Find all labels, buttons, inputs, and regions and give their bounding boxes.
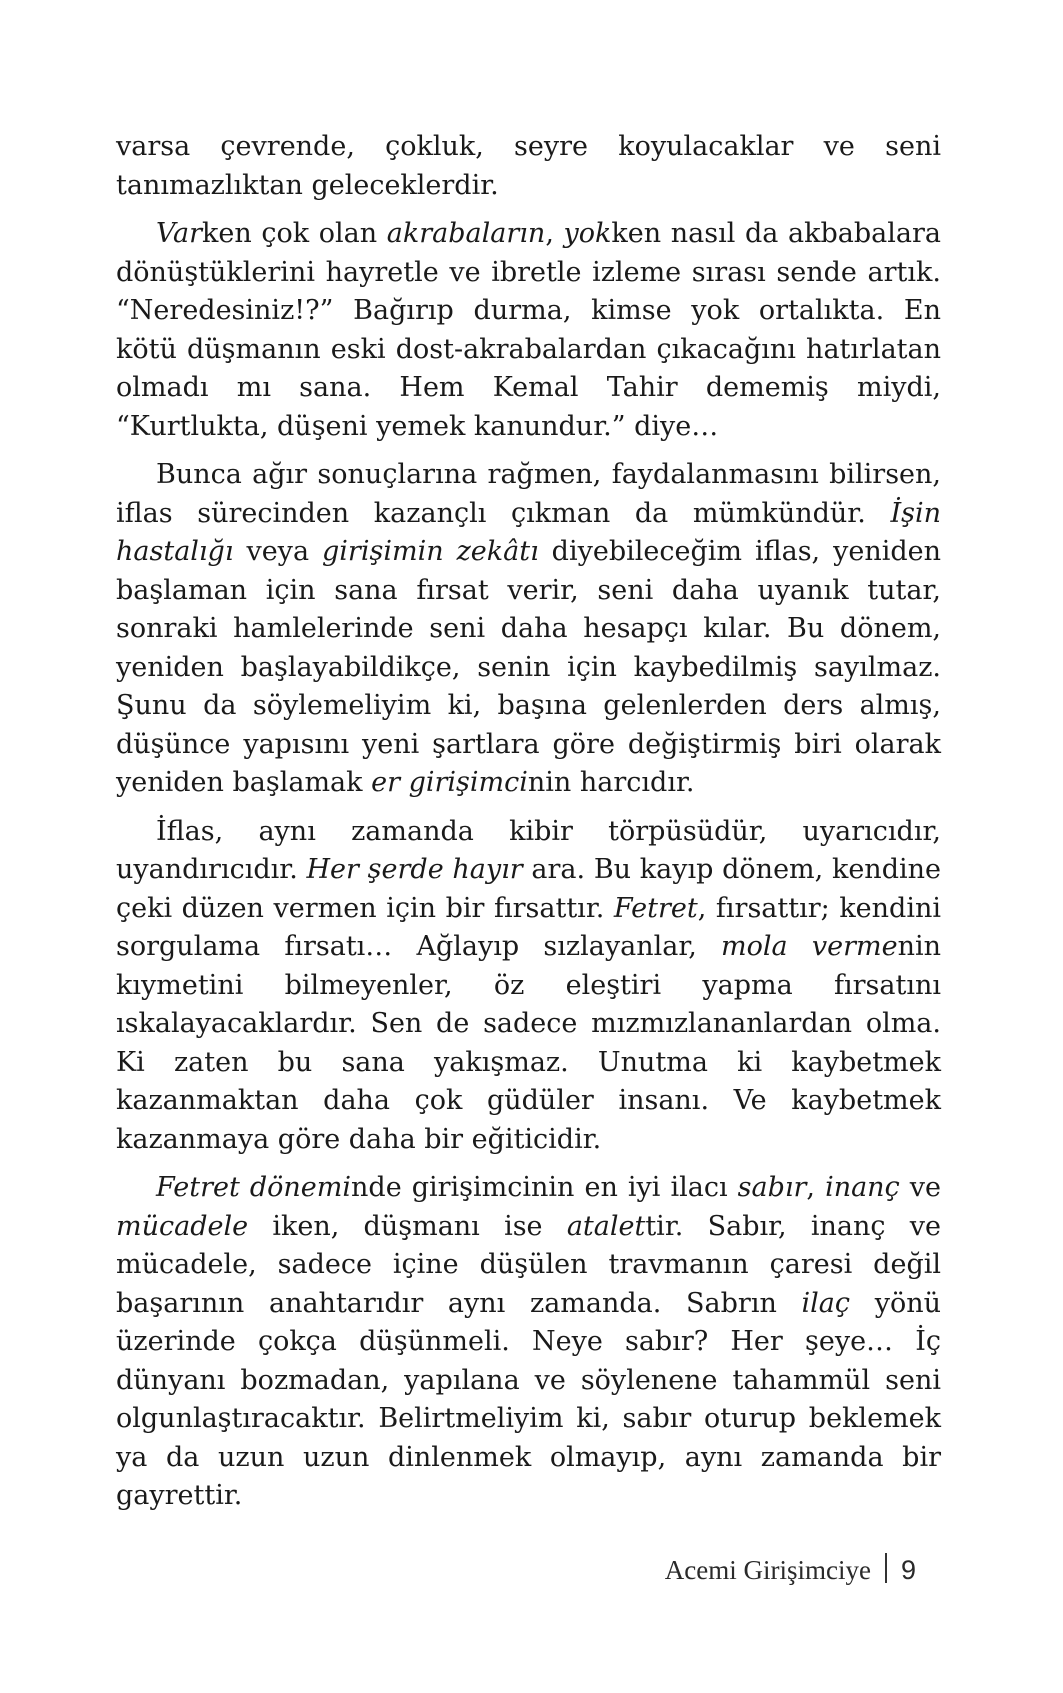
italic-text: atalet [566, 1210, 646, 1242]
paragraph-2 [116, 215, 941, 446]
italic-text: akrabaların [386, 218, 546, 249]
text-run: yönü üzerinde çokça düşünmeli. Neye sabır? Her şeye… İç dünyanı bozmadan, yapılana ve söylenene tahammül seni olgunlaştıracaktır. Belirtmeliyim ki, sabır oturup beklemek ya da uzun uzun dinlenmek olmayıp, aynı zamanda bir gayrettir. [116, 1287, 941, 1511]
text-run: ken çok olan [202, 218, 387, 249]
text-run: İflas, aynı zamanda kibir törpüsüdür, uyarıcıdır, uyandırıcıdır. [116, 815, 941, 885]
text-run: , [545, 218, 564, 249]
italic-text: ilaç [801, 1287, 851, 1319]
paragraph-1 [116, 128, 941, 205]
text-run: varsa çevrende, çokluk, seyre koyulacaklar ve seni tanımazlıktan geleceklerdir. [116, 131, 941, 201]
footer-divider [885, 1553, 887, 1583]
italic-text: mücadele [116, 1210, 249, 1242]
italic-text: er girişimci [371, 767, 528, 798]
text-run: diyebileceğim iflas, yeniden başlaman için sana fırsat verir, seni daha uyanık tutar, sonraki hamlelerinde seni daha hesapçı kılar. Bu dönem, yeniden başlayabildikçe, senin için kaybedilmiş sayılmaz. Şunu da söylemeliyim ki, başına gelenlerden ders almış, düşünce yapısını yeni şartlara göre değiştirmiş biri olarak yeniden başlamak [116, 536, 942, 798]
italic-text: sabır [737, 1172, 807, 1203]
running-title: Acemi Girişimciye [664, 1555, 871, 1585]
page-body [116, 128, 941, 1526]
text-run: , [806, 1172, 826, 1203]
text-run: nin kıymetini bilmeyenler, öz eleştiri yapma fırsatını ıskalayacaklardır. Sen de sadece mızmızlananlardan olma. Ki zaten bu sana yakışmaz. Unutma ki kaybetmek kazanmaktan daha çok güdüler insanı. Ve kaybetmek kazanmaya göre daha bir eğiticidir. [116, 931, 941, 1155]
text-run: Bunca ağır sonuçlarına rağmen, faydalanmasını bilirsen, iflas sürecinden kazançlı çıkman da mümkündür. [116, 459, 941, 529]
italic-text: Her şerde hayır [306, 854, 523, 885]
paragraph-4 [116, 813, 941, 1160]
italic-text: girişimin zekâtı [322, 536, 539, 567]
text-run: iken, düşmanı ise [248, 1210, 567, 1242]
text-run: tir. Sabır, inanç ve mücadele, sadece içine düşülen travmanın çaresi değil başarının anahtarıdır aynı zamanda. Sabrın [116, 1210, 942, 1319]
italic-text: İşin hastalığı [116, 497, 941, 567]
italic-text: mola verme [721, 931, 898, 962]
text-run: nde girişimcinin en iyi ilacı [351, 1172, 738, 1203]
italic-text: Fetret dönemi [156, 1172, 352, 1203]
italic-text: Var [156, 218, 203, 249]
text-run: ara. Bu kayıp dönem, kendine çeki düzen vermen için bir fırsattır. [116, 854, 941, 924]
text-run: ken nasıl da akbabalara dönüştüklerini hayretle ve ibretle izleme sırası sende artık. “Neredesiniz!?” Bağırıp durma, kimse yok ortalıkta. En kötü düşmanın eski dost-akrabalardan çıkacağını hatırlatan olmadı mı sana. Hem Kemal Tahir dememiş miydi, “Kurtlukta, düşeni yemek kanundur.” diye… [116, 218, 941, 442]
italic-text: inanç [825, 1172, 900, 1203]
paragraph-5 [116, 1169, 941, 1516]
italic-text: Fetret [613, 892, 698, 924]
paragraph-3 [116, 456, 941, 803]
text-run: , fırsattır; kendini sorgulama fırsatı… Ağlayıp sızlayanlar, [116, 892, 941, 962]
page-number: 9 [900, 1555, 916, 1585]
italic-text: yok [563, 218, 612, 249]
page-footer [0, 1553, 916, 1593]
text-run: ve [899, 1172, 941, 1203]
text-run: veya [233, 536, 323, 567]
text-run: nin harcıdır. [527, 767, 695, 798]
